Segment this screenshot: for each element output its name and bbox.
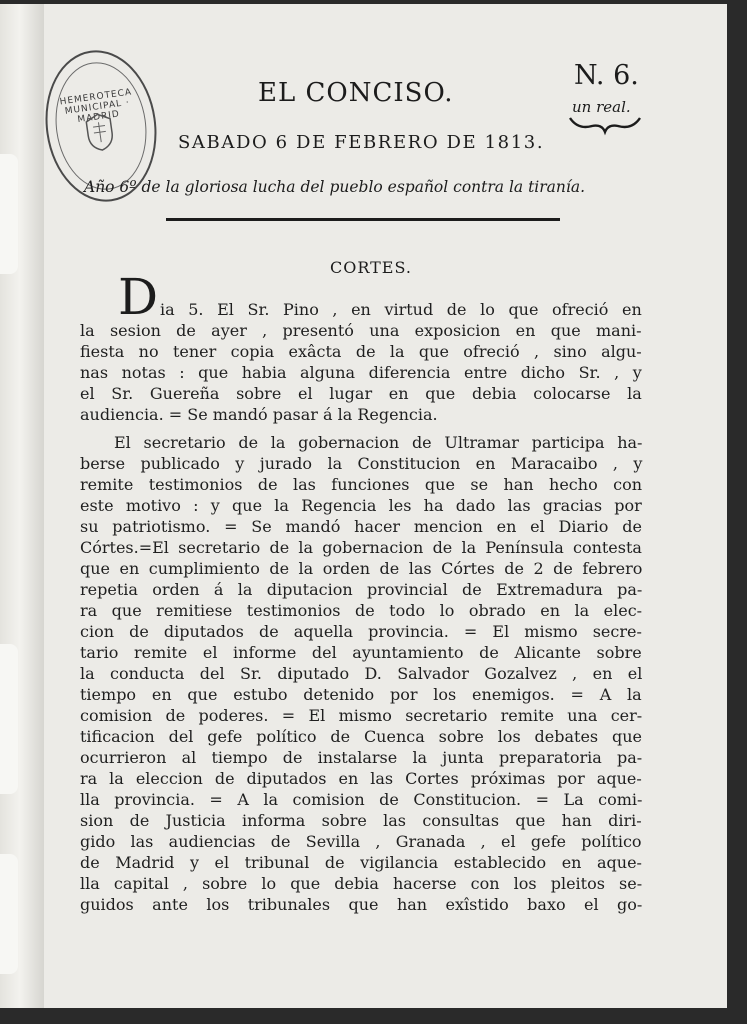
article-line: lla capital , sobre lo que debia hacerse con los pleitos se- bbox=[80, 874, 643, 893]
article-line: el Sr. Guereña sobre el lugar en que debia colocarse la bbox=[80, 384, 642, 403]
article-line: tificacion del gefe político de Cuenca sobre los debates que bbox=[80, 727, 642, 746]
crest-icon bbox=[79, 110, 120, 155]
article-line: que en cumplimiento de la orden de las Córtes de 2 de febrero bbox=[80, 559, 643, 578]
article-line: guidos ante los tribunales que han exîstido baxo el go- bbox=[80, 895, 643, 914]
article-line: ia 5. El Sr. Pino , en virtud de lo que ofreció en bbox=[160, 300, 642, 319]
drop-cap: D bbox=[118, 268, 159, 326]
article-line: fiesta no tener copia exâcta de la que ofreció , sino algu- bbox=[80, 342, 642, 361]
article-line: remite testimonios de las funciones que se han hecho con bbox=[80, 475, 643, 494]
divider-rule bbox=[166, 218, 560, 221]
article-line: ra que remitiese testimonios de todo lo obrado en la elec- bbox=[80, 601, 643, 620]
stamp-text: HEMEROTECA MUNICIPAL · MADRID bbox=[59, 87, 133, 126]
article-line: su patriotismo. = Se mandó hacer mencion en el Diario de bbox=[80, 517, 642, 536]
article-line: ocurrieron al tiempo de instalarse la junta preparatoria pa- bbox=[80, 748, 643, 767]
article-line: la conducta del Sr. diputado D. Salvador Gozalvez , en el bbox=[80, 664, 643, 683]
torn-edge bbox=[0, 854, 18, 974]
article-line: de Madrid y el tribunal de vigilancia establecido en aque- bbox=[80, 853, 642, 872]
article-line: comision de poderes. = El mismo secretario remite una cer- bbox=[80, 706, 643, 725]
article-line: lla provincia. = A la comision de Constitucion. = La comi- bbox=[80, 790, 643, 809]
article-line: tario remite el informe del ayuntamiento de Alicante sobre bbox=[80, 643, 642, 662]
torn-edge bbox=[0, 644, 18, 794]
article-line: gido las audiencias de Sevilla , Granada , el gefe político bbox=[80, 832, 642, 851]
article-line: audiencia. = Se mandó pasar á la Regencia. bbox=[80, 405, 438, 424]
brace-ornament-icon bbox=[568, 114, 642, 136]
motto: Año 6º de la gloriosa lucha del pueblo español contra la tiranía. bbox=[84, 178, 586, 196]
torn-edge bbox=[0, 154, 18, 274]
article-line: cion de diputados de aquella provincia. = El mismo secre- bbox=[80, 622, 642, 641]
article-line: repetia orden á la diputacion provincial de Extremadura pa- bbox=[80, 580, 643, 599]
price: un real. bbox=[572, 98, 631, 116]
issue-date: SABADO 6 DE FEBRERO DE 1813. bbox=[178, 132, 545, 153]
section-title: CORTES. bbox=[330, 258, 412, 277]
article-line: berse publicado y jurado la Constitucion en Maracaibo , y bbox=[80, 454, 643, 473]
article-line: nas notas : que habia alguna diferencia entre dicho Sr. , y bbox=[80, 363, 642, 382]
article-line: ra la eleccion de diputados en las Cortes próximas por aque- bbox=[80, 769, 642, 788]
article-line: tiempo en que estubo detenido por los enemigos. = A la bbox=[80, 685, 642, 704]
newspaper-page bbox=[0, 4, 727, 1008]
article-line: este motivo : y que la Regencia les ha dado las gracias por bbox=[80, 496, 642, 515]
issue-number: N. 6. bbox=[574, 60, 639, 91]
article-line: sion de Justicia informa sobre las consultas que han diri- bbox=[80, 811, 642, 830]
article-line: El secretario de la gobernacion de Ultramar participa ha- bbox=[114, 433, 643, 452]
article-line: Córtes.=El secretario de la gobernacion de la Península contesta bbox=[80, 538, 642, 557]
article-line: la sesion de ayer , presentó una exposicion en que mani- bbox=[80, 321, 642, 340]
newspaper-title: EL CONCISO. bbox=[258, 78, 454, 108]
